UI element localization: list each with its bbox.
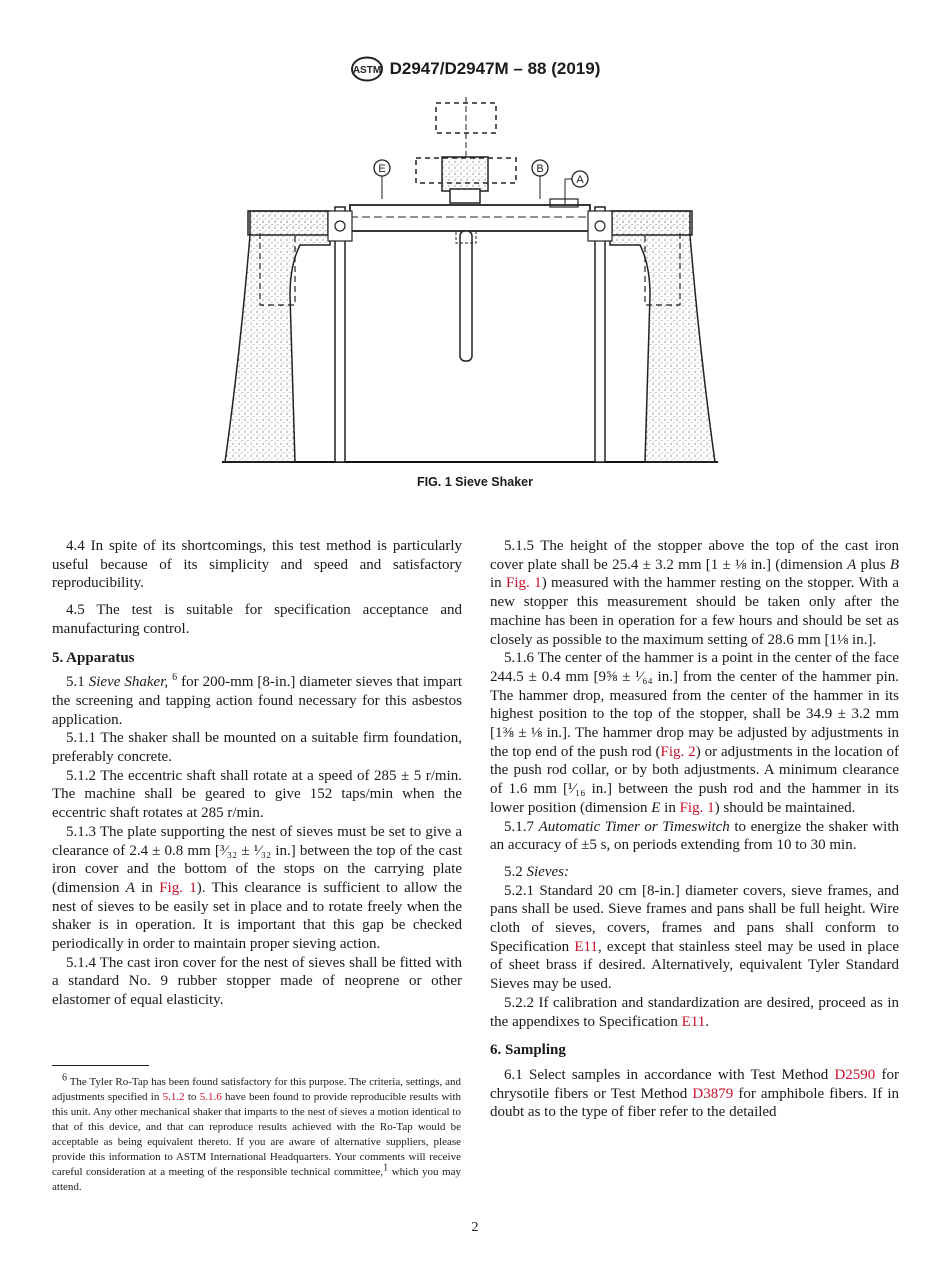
- callout-a: A: [576, 174, 584, 186]
- sieve-shaker-figure: [220, 95, 720, 470]
- spec-e11-link[interactable]: E11: [574, 938, 598, 955]
- paragraph-5-1-7: 5.1.7 Automatic Timer or Timeswitch to energize the shaker with an accuracy of ±5 s, on periods extending from 10 to 30 min.: [490, 818, 900, 854]
- paragraph-5-1-2: 5.1.2 The eccentric shaft shall rotate at a speed of 285 ± 5 r/min. The machine shall be geared to give 152 taps/min when the eccentric shaft rotates at 285 r/min.: [52, 767, 462, 822]
- paragraph-5-2-2: 5.2.2 If calibration and standardization are desired, proceed as in the appendixes to Specification E11.: [490, 994, 899, 1030]
- paragraph-6-1: 6.1 Select samples in accordance with Test Method D2590 for chrysotile fibers or Test Method D3879 for amphibole fibers. If in doubt as to the type of fiber refer to the detailed: [490, 1066, 900, 1121]
- paragraph-5-2-1: 5.2.1 Standard 20 cm [8-in.] diameter covers, sieve frames, and pans shall be used. Sieve frames and pans shall be full height. Wire cloth of sieves, covers, frames and pans shall conform to Specification E11, except that stainless steel may be used in place of sheet brass if desired. Alternatively, equivalent Tyler Standard Sieves may be used.: [490, 882, 899, 993]
- paragraph-5-1-4: 5.1.4 The cast iron cover for the nest of sieves shall be fitted with a standard No. 9 rubber stopper made of neoprene or other elastomer of equal elasticity.: [52, 954, 462, 1009]
- page-header: [0, 56, 950, 82]
- callout-b: B: [536, 163, 544, 175]
- paragraph-5-2: 5.2 Sieves:: [504, 863, 569, 880]
- paragraph-4-4: 4.4 In spite of its shortcomings, this test method is particularly useful because of its simplicity and speed and satisfactory reproducibility.: [52, 538, 462, 592]
- paragraph-4-5: 4.5 The test is suitable for specification acceptance and manufacturing control.: [52, 602, 462, 637]
- spec-e11-link[interactable]: E11: [681, 1013, 706, 1030]
- method-d2590-link[interactable]: D2590: [834, 1066, 876, 1083]
- paragraph-5-1-5: 5.1.5 The height of the stopper above the top of the cast iron cover plate shall be 25.4 ± 3.2 mm [1 ± ⅛ in.] (dimension A plus B in Fig. 1) measured with the hammer resting on the stopper. With a new stopper this measurement should be taken only after the machine has been in operation for a few hours and should be set as closely as possible to the maximum setting of 28.6 mm [1⅛ in.].: [490, 538, 900, 648]
- document-designation: D2947/D2947M – 88 (2019): [389, 59, 601, 78]
- page-number: 2: [471, 1220, 479, 1235]
- callout-e: E: [378, 163, 386, 175]
- section-heading-apparatus: 5. Apparatus: [52, 649, 135, 666]
- figure-caption: FIG. 1 Sieve Shaker: [416, 475, 534, 489]
- section-heading-sampling: 6. Sampling: [490, 1042, 566, 1059]
- fig-1-link[interactable]: Fig. 1: [159, 879, 197, 896]
- astm-logo-icon: [350, 56, 384, 82]
- paragraph-5-1-6: 5.1.6 The center of the hammer is a point in the center of the face 244.5 ± 0.4 mm [9⅝ ± ¹⁄₆₄ in.] from the center of the hammer pin. The hammer drop, measured from the center of the hammer in its highest position to the top of the stopper, shall be 34.9 ± 3.2 mm [1⅜ ± ⅛ in.]. The hammer drop may be adjusted by adjustments in the top end of the push rod (Fig. 2) or adjustments in the location of the push rod collar, or by both adjustments. A minimum clearance of 1.6 mm [¹⁄₁₆ in.] between the push rod and the hammer in its lower position (dimension E in Fig. 1) should be maintained.: [490, 650, 899, 816]
- paragraph-5-1-1: 5.1.1 The shaker shall be mounted on a suitable firm foundation, preferably concrete.: [52, 730, 462, 766]
- svg-text:ASTM: ASTM: [352, 65, 381, 76]
- fig-1-link[interactable]: Fig. 1: [679, 799, 715, 816]
- paragraph-5-1-3: 5.1.3 The plate supporting the nest of sieves must be set to give a clearance of 2.4 ± 0.8 mm [³⁄₃₂ ± ¹⁄₃₂ in.] between the top of the cast iron cover and the bottom of the stops on the carrying plate (dimension A in Fig. 1). This clearance is sufficient to allow the nest of sieves to be easily set in place and to rotate freely when the shaker is in operation. It is important that this gap be checked periodically in order to maintain proper sieving action.: [52, 823, 463, 953]
- footnote-ref-6[interactable]: 6: [172, 672, 178, 684]
- paragraph-5-1: 5.1 Sieve Shaker, $^6$ for 200-mm [8-in.] diameter sieves that impart the screening and tapping action found necessary for this asbestos application.: [52, 672, 463, 728]
- fig-2-link[interactable]: Fig. 2: [660, 743, 696, 760]
- footnote-6: 6 The Tyler Ro-Tap has been found satisfactory for this purpose. The criteria, settings, and adjustments specified in 5.1.2 to 5.1.6 have been found to provide reproducible results with this unit. Any other mechanical shaker that imparts to the nest of sieves a motion identical to that of this device, and that can reproduce results achieved with the Ro-Tap would be acceptable as being equivalent thereto. If you are aware of alternative suppliers, please provide this information to ASTM International Headquarters. Your comments will receive careful consideration at a meeting of the responsible technical committee,1 which you may attend.: [52, 1072, 462, 1193]
- fig-1-link[interactable]: Fig. 1: [506, 575, 542, 592]
- section-5-1-2-link[interactable]: 5.1.2: [162, 1091, 185, 1103]
- left-column: [52, 537, 462, 1010]
- footnote-divider: [52, 1065, 149, 1066]
- method-d3879-link[interactable]: D3879: [692, 1085, 734, 1102]
- section-5-1-6-link[interactable]: 5.1.6: [199, 1091, 222, 1103]
- right-column: [490, 537, 899, 1122]
